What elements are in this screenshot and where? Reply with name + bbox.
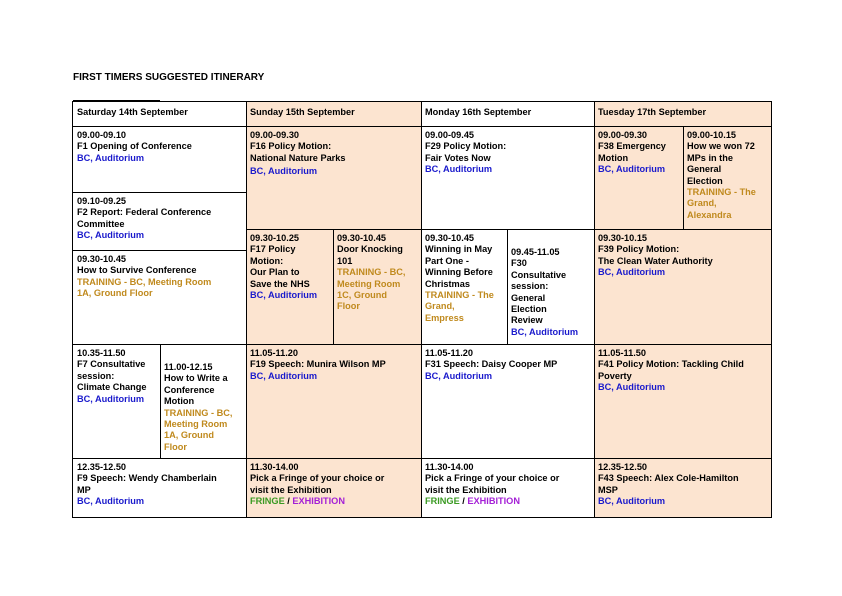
grid-line — [72, 517, 772, 518]
tue-event-how-we-won: 09.00-10.15 How we won 72 MPs in the General Election TRAINING - The Grand, Alexandra — [683, 126, 771, 229]
sun-event-nature-parks: 09.00-09.30 F16 Policy Motion: National Nature Parks BC, Auditorium — [246, 126, 421, 229]
grid-line — [333, 229, 334, 344]
grid-line — [246, 229, 772, 230]
grid-line — [160, 344, 161, 458]
grid-line — [594, 101, 595, 517]
mon-event-fair-votes: 09.00-09.45 F29 Policy Motion: Fair Votes Now BC, Auditorium — [425, 130, 507, 175]
sat-event-climate-change: 10.35-11.50 F7 Consultative session: Climate Change BC, Auditorium — [77, 348, 147, 404]
sun-event-door-knocking: 09.30-10.45 Door Knocking 101 TRAINING - BC, Meeting Room 1C, Ground Floor — [333, 229, 421, 344]
header-monday: Monday 16th September — [425, 107, 532, 117]
grid-line — [72, 101, 73, 517]
header-tuesday: Tuesday 17th September — [594, 101, 771, 126]
sat-event-write-motion: 11.00-12.15 How to Write a Conference Motion TRAINING - BC, Meeting Room 1A, Ground Floor — [164, 362, 233, 452]
sat-event-chamberlain-speech: 12.35-12.50 F9 Speech: Wendy Chamberlain MP BC, Auditorium — [77, 462, 217, 507]
header-saturday: Saturday 14th September — [77, 107, 188, 117]
grid-line — [507, 229, 508, 344]
mon-event-winning-in-may: 09.30-10.45 Winning in May Part One - Winning Before Christmas TRAINING - The Grand, Empress — [425, 233, 494, 323]
grid-line — [246, 101, 247, 517]
grid-line — [683, 126, 684, 229]
grid-line — [72, 250, 247, 251]
tue-event-child-poverty: 11.05-11.50 F41 Policy Motion: Tackling Child Poverty BC, Auditorium — [594, 344, 771, 458]
sat-event-fcc-report: 09.10-09.25 F2 Report: Federal Conference Committee BC, Auditorium — [77, 196, 212, 241]
grid-line — [72, 344, 772, 345]
grid-line — [421, 101, 422, 517]
sun-event-save-nhs: 09.30-10.25 F17 Policy Motion: Our Plan to Save the NHS BC, Auditorium — [246, 229, 333, 344]
mon-event-cooper-speech: 11.05-11.20 F31 Speech: Daisy Cooper MP BC, Auditorium — [425, 348, 558, 381]
grid-line — [72, 458, 772, 459]
sun-event-wilson-speech: 11.05-11.20 F19 Speech: Munira Wilson MP BC, Auditorium — [246, 344, 421, 458]
grid-line — [72, 126, 772, 127]
grid-line — [72, 101, 772, 102]
sun-event-fringe: 11.30-14.00 Pick a Fringe of your choice or visit the Exhibition FRINGE / EXHIBITION — [246, 458, 421, 517]
grid-line — [72, 192, 247, 193]
sat-event-survive-conference: 09.30-10.45 How to Survive Conference TRAINING - BC, Meeting Room 1A, Ground Floor — [77, 254, 212, 299]
grid-line — [771, 101, 772, 517]
tue-event-cole-hamilton-speech: 12.35-12.50 F43 Speech: Alex Cole-Hamilton MSP BC, Auditorium — [594, 458, 771, 517]
header-sunday: Sunday 15th September — [246, 101, 421, 126]
tue-event-clean-water: 09.30-10.15 F39 Policy Motion: The Clean Water Authority BC, Auditorium — [594, 229, 771, 344]
tue-event-emergency-motion: 09.00-09.30 F38 Emergency Motion BC, Auditorium — [594, 126, 683, 229]
sat-event-opening: 09.00-09.10 F1 Opening of Conference BC, Auditorium — [77, 130, 192, 163]
mon-event-election-review: 09.45-11.05 F30 Consultative session: General Election Review BC, Auditorium — [511, 247, 579, 337]
mon-event-fringe: 11.30-14.00 Pick a Fringe of your choice or visit the Exhibition FRINGE / EXHIBITION — [425, 462, 560, 507]
document-title: FIRST TIMERS SUGGESTED ITINERARY — [73, 72, 265, 83]
